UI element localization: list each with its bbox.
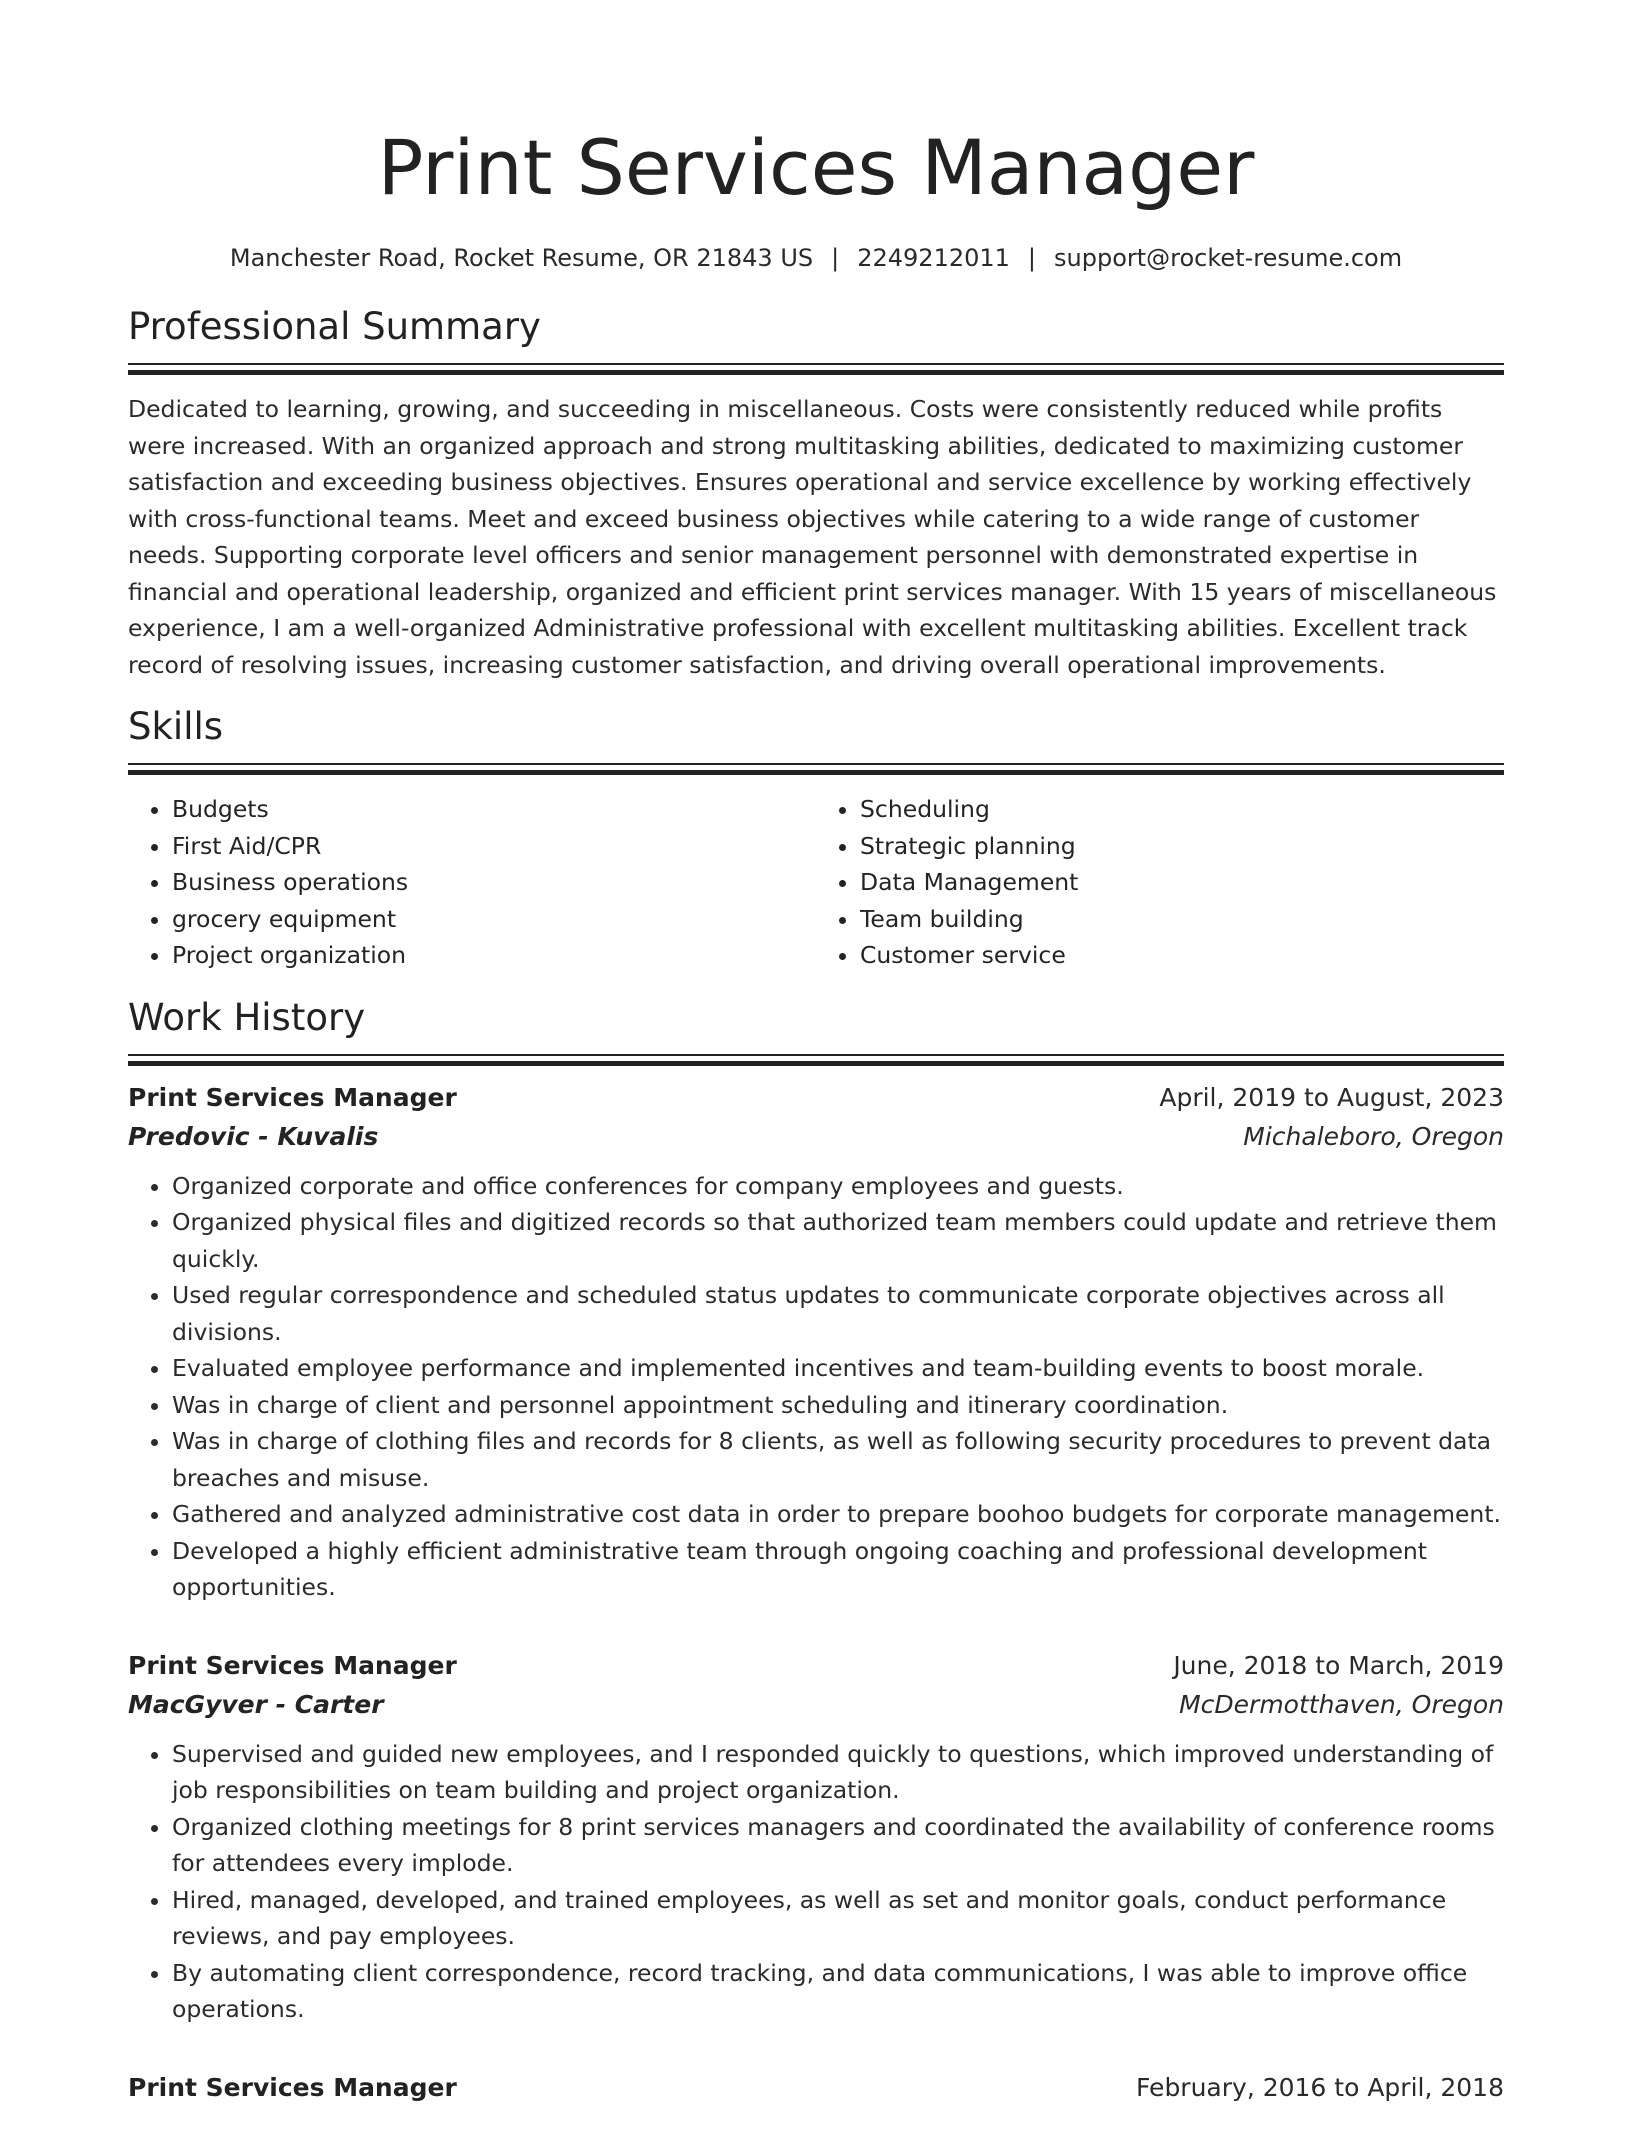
job-entry [128,1646,1504,2028]
job-location: Michaleboro, Oregon [1243,1121,1504,1151]
job-bullet: • Used regular correspondence and scheduled status updates to communicate corporate objectives across all divisions. [172,1277,1504,1350]
job-title: Print Services Manager [128,1082,457,1112]
job-bullet: • Organized corporate and office conferences for company employees and guests. [172,1168,1504,1205]
work-history-heading: Work History [128,995,366,1039]
skills-column-left [128,791,816,974]
skill-item: • Project organization [172,937,816,974]
skills-column-right [816,791,1504,974]
job-bullet: • Evaluated employee performance and implemented incentives and team-building events to boost morale. [172,1350,1504,1387]
skill-item: • Data Management [860,864,1504,901]
contact-email: support@rocket-resume.com [1054,244,1403,272]
contact-separator: | [831,244,840,272]
contact-address: Manchester Road, Rocket Resume, OR 21843 US [229,244,814,272]
job-bullet: • Organized clothing meetings for 8 print services managers and coordinated the availability of conference rooms for attendees every implode. [172,1809,1504,1882]
job-dates: June, 2018 to March, 2019 [1173,1650,1504,1680]
skill-item: • First Aid/CPR [172,828,816,865]
job-subheader [128,1686,1504,1724]
skill-item: • Customer service [860,937,1504,974]
job-location: McDermotthaven, Oregon [1179,1689,1504,1719]
job-header [128,2068,1504,2108]
job-title: Print Services Manager [128,2072,457,2102]
job-dates: April, 2019 to August, 2023 [1159,1082,1504,1112]
job-bullets [128,1168,1504,1606]
section-divider [128,763,1504,775]
job-header [128,1646,1504,1686]
job-dates: February, 2016 to April, 2018 [1136,2072,1504,2102]
job-header [128,1078,1504,1118]
job-company: Predovic - Kuvalis [128,1121,379,1151]
resume-name: Print Services Manager [377,123,1255,212]
skill-item: • Scheduling [860,791,1504,828]
job-title: Print Services Manager [128,1650,457,1680]
job-entry [128,1078,1504,1606]
skills-heading: Skills [128,705,224,748]
job-bullet: • Gathered and analyzed administrative cost data in order to prepare boohoo budgets for corporate management. [172,1496,1504,1533]
skill-item: • Budgets [172,791,816,828]
skill-item: • Strategic planning [860,828,1504,865]
contact-phone: 2249212011 [857,244,1010,272]
job-company: MacGyver - Carter [128,1689,384,1719]
job-bullet: • Hired, managed, developed, and trained employees, as well as set and monitor goals, conduct performance reviews, and pay employees. [172,1882,1504,1955]
job-bullet: • Organized physical files and digitized records so that authorized team members could update and retrieve them quickly. [172,1204,1504,1277]
skills-section [128,703,1504,974]
skill-item: • grocery equipment [172,901,816,938]
skill-item: • Team building [860,901,1504,938]
section-divider [128,363,1504,375]
work-history-section [128,994,1504,2108]
summary-section [128,303,1504,683]
job-bullet: • Developed a highly efficient administrative team through ongoing coaching and professional development opportunities. [172,1533,1504,1606]
job-subheader [128,1118,1504,1156]
skill-item: • Business operations [172,864,816,901]
section-divider [128,1054,1504,1066]
job-bullet: • Was in charge of client and personnel appointment scheduling and itinerary coordination. [172,1387,1504,1424]
resume-page [128,118,1504,2148]
contact-line [128,242,1504,274]
job-bullets [128,1736,1504,2028]
skills-list [128,791,1504,974]
job-bullet: • Was in charge of clothing files and records for 8 clients, as well as following security procedures to prevent data breaches and misuse. [172,1423,1504,1496]
summary-text: Dedicated to learning, growing, and succeeding in miscellaneous. Costs were consistently reduced while profits were increased. With an organized approach and strong multitasking abilities, dedicated to maximizing customer satisfaction and exceeding business objectives. Ensures operational and service excellence by working effectively with cross-functional teams. Meet and exceed business objectives while catering to a wide range of customer needs. Supporting corporate level officers and senior management personnel with demonstrated expertise in financial and operational leadership, organized and efficient print services manager. With 15 years of miscellaneous experience, I am a well-organized Administrative professional with excellent multitasking abilities. Excellent track record of resolving issues, increasing customer satisfaction, and driving overall operational improvements. [128,395,1497,679]
job-bullet: • Supervised and guided new employees, and I responded quickly to questions, which improved understanding of job responsibilities on team building and project organization. [172,1736,1504,1809]
job-entry [128,2068,1504,2108]
summary-heading: Professional Summary [128,305,541,348]
job-bullet: • By automating client correspondence, record tracking, and data communications, I was able to improve office operations. [172,1955,1504,2028]
contact-separator: | [1027,244,1037,272]
